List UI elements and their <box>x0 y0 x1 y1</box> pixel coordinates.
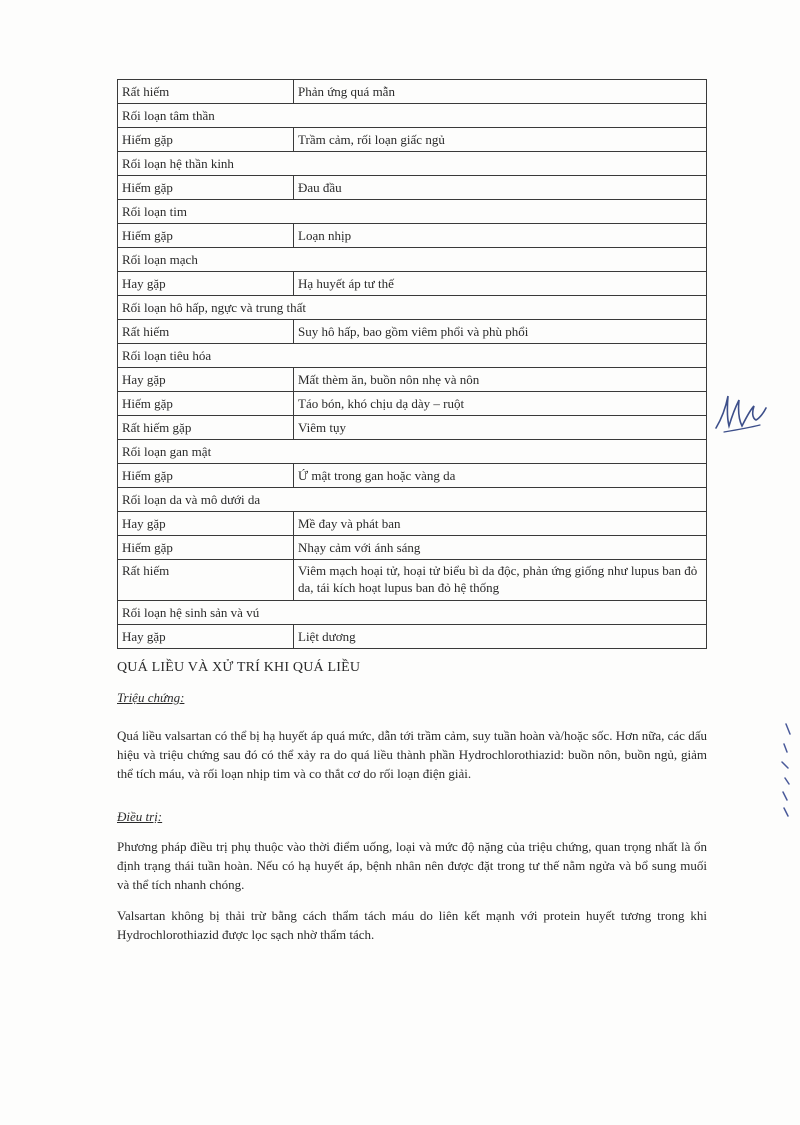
table-row <box>118 536 707 560</box>
organ-class-label: Rối loạn gan mật <box>118 440 707 464</box>
organ-class-label: Rối loạn hệ thần kinh <box>118 152 707 176</box>
reaction-cell: Mề đay và phát ban <box>294 512 707 536</box>
table-row <box>118 320 707 344</box>
table-row <box>118 176 707 200</box>
organ-class-label: Rối loạn hệ sinh sản và vú <box>118 601 707 625</box>
frequency-cell: Hiếm gặp <box>118 128 294 152</box>
organ-class-label: Rối loạn mạch <box>118 248 707 272</box>
reaction-cell: Phản ứng quá mẫn <box>294 80 707 104</box>
table-group-row <box>118 488 707 512</box>
reaction-cell: Nhạy cảm với ánh sáng <box>294 536 707 560</box>
margin-stamp-marks-icon <box>778 722 794 820</box>
reaction-cell: Mất thèm ăn, buồn nôn nhẹ và nôn <box>294 368 707 392</box>
table-group-row <box>118 104 707 128</box>
frequency-cell: Rất hiếm <box>118 560 294 601</box>
organ-class-label: Rối loạn da và mô dưới da <box>118 488 707 512</box>
frequency-cell: Hay gặp <box>118 625 294 649</box>
table-row <box>118 80 707 104</box>
frequency-cell: Rất hiếm gặp <box>118 416 294 440</box>
table-group-row <box>118 440 707 464</box>
frequency-cell: Hay gặp <box>118 272 294 296</box>
treatment-heading: Điều trị: <box>117 809 163 824</box>
reaction-cell: Viêm tụy <box>294 416 707 440</box>
organ-class-label: Rối loạn tim <box>118 200 707 224</box>
reaction-cell: Hạ huyết áp tư thế <box>294 272 707 296</box>
frequency-cell: Hiếm gặp <box>118 464 294 488</box>
table-row <box>118 272 707 296</box>
organ-class-label: Rối loạn tiêu hóa <box>118 344 707 368</box>
frequency-cell: Hiếm gặp <box>118 176 294 200</box>
table-group-row <box>118 344 707 368</box>
table-group-row <box>118 200 707 224</box>
handwritten-initials-icon <box>712 392 772 437</box>
frequency-cell: Hiếm gặp <box>118 536 294 560</box>
reaction-cell: Táo bón, khó chịu dạ dày – ruột <box>294 392 707 416</box>
frequency-cell: Hay gặp <box>118 368 294 392</box>
table-group-row <box>118 601 707 625</box>
reaction-cell: Trầm cảm, rối loạn giấc ngủ <box>294 128 707 152</box>
table-row <box>118 625 707 649</box>
reaction-cell: Suy hô hấp, bao gồm viêm phổi và phù phổi <box>294 320 707 344</box>
reaction-cell: Loạn nhịp <box>294 224 707 248</box>
treatment-paragraph-2: Valsartan không bị thải trừ bằng cách thẩm tách máu do liên kết mạnh với protein huyết tương trong khi Hydrochlorothiazid được lọc sạch nhờ thẩm tách. <box>117 908 707 942</box>
organ-class-label: Rối loạn hô hấp, ngực và trung thất <box>118 296 707 320</box>
table-row <box>118 392 707 416</box>
symptoms-heading: Triệu chứng: <box>117 690 185 705</box>
frequency-cell: Rất hiếm <box>118 320 294 344</box>
table-row <box>118 464 707 488</box>
table-row <box>118 416 707 440</box>
reaction-cell: Đau đầu <box>294 176 707 200</box>
table-row <box>118 224 707 248</box>
reaction-cell: Viêm mạch hoại tử, hoại tử biểu bì da độc, phản ứng giống như lupus ban đỏ da, tái kích hoạt lupus ban đỏ hệ thống <box>294 560 707 601</box>
reaction-cell: Liệt dương <box>294 625 707 649</box>
table-row <box>118 128 707 152</box>
adverse-reactions-table <box>117 79 707 649</box>
table-group-row <box>118 152 707 176</box>
table-group-row <box>118 248 707 272</box>
adverse-reactions-table-body <box>118 80 707 649</box>
reaction-cell: Ứ mật trong gan hoặc vàng da <box>294 464 707 488</box>
treatment-paragraph-1: Phương pháp điều trị phụ thuộc vào thời điểm uống, loại và mức độ nặng của triệu chứng, quan trọng nhất là ổn định trạng thái tuần hoàn. Nếu có hạ huyết áp, bệnh nhân nên được đặt trong tư thế nằm ngửa và bổ sung muối và thể tích nhanh chóng. <box>117 839 707 892</box>
table-row <box>118 368 707 392</box>
frequency-cell: Rất hiếm <box>118 80 294 104</box>
frequency-cell: Hiếm gặp <box>118 224 294 248</box>
organ-class-label: Rối loạn tâm thần <box>118 104 707 128</box>
overdose-section-title: QUÁ LIỀU VÀ XỬ TRÍ KHI QUÁ LIỀU <box>117 660 361 675</box>
table-group-row <box>118 296 707 320</box>
table-row <box>118 560 707 601</box>
table-row <box>118 512 707 536</box>
symptoms-paragraph: Quá liều valsartan có thể bị hạ huyết áp quá mức, dẫn tới trầm cảm, suy tuần hoàn và/hoặc sốc. Hơn nữa, các dấu hiệu và triệu chứng sau đó có thể xảy ra do quá liều thành phần Hydrochlorothiazid: buồn nôn, buồn ngủ, giảm thể tích máu, và rối loạn nhịp tim và co thắt cơ do rối loạn điện giải. <box>117 728 707 781</box>
frequency-cell: Hiếm gặp <box>118 392 294 416</box>
frequency-cell: Hay gặp <box>118 512 294 536</box>
